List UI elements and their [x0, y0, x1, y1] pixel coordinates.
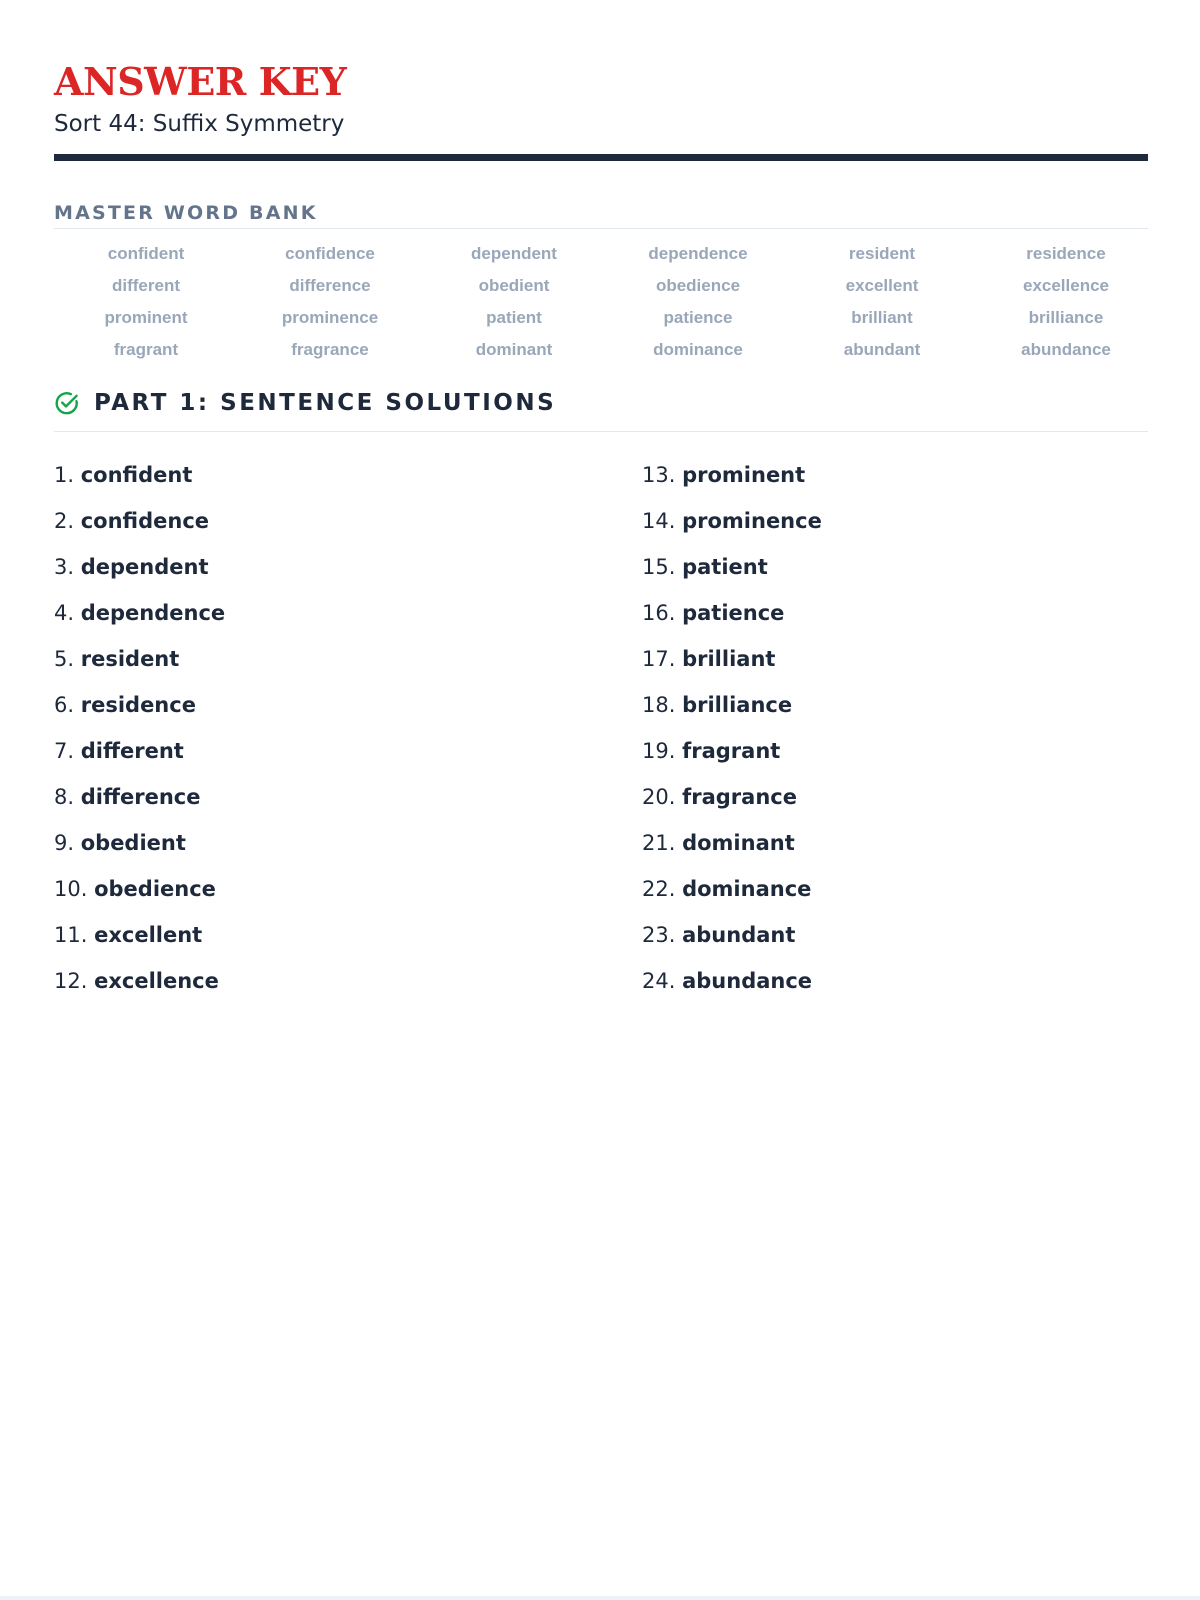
word-bank-word: dependence	[648, 244, 748, 263]
answer-item	[54, 690, 642, 736]
word-bank-word: excellence	[1022, 276, 1109, 295]
word-bank-word: obedient	[478, 276, 550, 295]
answer-word: patience	[682, 601, 785, 625]
answer-number: 21.	[642, 831, 676, 855]
answer-item	[54, 598, 642, 644]
answer-item	[642, 690, 1148, 736]
answer-item	[54, 920, 642, 966]
part1-heading	[54, 390, 556, 416]
word-bank-word: obedience	[655, 276, 741, 295]
word-bank-word: confident	[107, 244, 185, 263]
answer-item	[54, 966, 642, 1012]
answer-word: prominence	[682, 509, 822, 533]
answer-number: 8.	[54, 785, 75, 809]
answer-number: 2.	[54, 509, 75, 533]
answer-number: 10.	[54, 877, 88, 901]
answer-number: 11.	[54, 923, 88, 947]
answer-number: 14.	[642, 509, 676, 533]
answer-item	[642, 874, 1148, 920]
word-bank-word: confidence	[285, 244, 375, 263]
answer-number: 24.	[642, 969, 676, 993]
word-bank-word: brilliance	[1028, 308, 1104, 327]
answer-number: 4.	[54, 601, 75, 625]
word-bank-word: brilliant	[851, 308, 913, 327]
word-bank-word: resident	[848, 244, 916, 263]
answer-word: brilliant	[682, 647, 776, 671]
answer-number: 19.	[642, 739, 676, 763]
word-bank-word: patient	[486, 308, 542, 327]
word-bank-divider	[54, 228, 1148, 229]
answer-number: 6.	[54, 693, 75, 717]
answer-item	[642, 920, 1148, 966]
answer-list	[54, 460, 1148, 1012]
answer-word: patient	[682, 555, 768, 579]
word-bank-grid	[54, 240, 1158, 368]
answer-word: dependent	[80, 555, 209, 579]
answer-word: resident	[80, 647, 180, 671]
word-bank-word: residence	[1026, 244, 1106, 263]
answer-number: 20.	[642, 785, 676, 809]
answer-word: obedience	[94, 877, 216, 901]
answer-item	[54, 736, 642, 782]
answer-item	[642, 598, 1148, 644]
answer-number: 23.	[642, 923, 676, 947]
answer-number: 16.	[642, 601, 676, 625]
answer-item	[642, 828, 1148, 874]
word-bank-word: prominence	[281, 308, 379, 327]
page-title: ANSWER KEY	[54, 59, 347, 104]
answer-word: difference	[80, 785, 201, 809]
word-bank-word: fragrant	[113, 340, 179, 359]
answer-item	[54, 506, 642, 552]
answer-word: residence	[80, 693, 196, 717]
answer-number: 15.	[642, 555, 676, 579]
word-bank-word: different	[112, 276, 180, 295]
word-bank-word: fragrance	[291, 340, 369, 359]
answer-item	[642, 552, 1148, 598]
answer-word: abundant	[682, 923, 796, 947]
answer-item	[642, 460, 1148, 506]
answer-item	[642, 736, 1148, 782]
answer-word: fragrance	[682, 785, 797, 809]
answer-word: dependence	[80, 601, 226, 625]
answer-word: abundance	[682, 969, 813, 993]
answer-word: obedient	[80, 831, 186, 855]
word-bank-word: excellent	[845, 276, 919, 295]
answer-number: 12.	[54, 969, 88, 993]
answer-number: 9.	[54, 831, 75, 855]
word-bank-word: dominance	[653, 340, 743, 359]
answer-item	[54, 552, 642, 598]
answer-item	[642, 782, 1148, 828]
answer-word: different	[80, 739, 184, 763]
answer-word: confidence	[80, 509, 210, 533]
answer-number: 18.	[642, 693, 676, 717]
answer-item	[54, 460, 642, 506]
answer-word: dominance	[682, 877, 812, 901]
answer-number: 17.	[642, 647, 676, 671]
answer-number: 1.	[54, 463, 75, 487]
page-subtitle: Sort 44: Suffix Symmetry	[54, 111, 345, 137]
word-bank-word: dependent	[471, 244, 557, 263]
answer-word: excellent	[94, 923, 203, 947]
answer-word: prominent	[682, 463, 806, 487]
answer-word: confident	[80, 463, 193, 487]
word-bank-word: patience	[663, 308, 733, 327]
page-header	[54, 58, 1148, 139]
answer-item	[54, 828, 642, 874]
word-bank-heading: MASTER WORD BANK	[54, 202, 318, 224]
answer-word: excellence	[94, 969, 219, 993]
answer-word: brilliance	[682, 693, 793, 717]
answer-item	[54, 782, 642, 828]
answer-item	[642, 644, 1148, 690]
check-circle-icon	[54, 390, 80, 416]
word-bank-word: abundant	[843, 340, 921, 359]
part1-divider	[54, 431, 1148, 432]
answer-number: 13.	[642, 463, 676, 487]
answer-word: dominant	[682, 831, 795, 855]
part1-heading-label: PART 1: SENTENCE SOLUTIONS	[94, 390, 557, 416]
answer-item	[642, 506, 1148, 552]
word-bank-word: difference	[289, 276, 371, 295]
answer-item	[54, 874, 642, 920]
answer-number: 22.	[642, 877, 676, 901]
word-bank-word: abundance	[1021, 340, 1111, 359]
word-bank-word: prominent	[104, 308, 188, 327]
answer-number: 5.	[54, 647, 75, 671]
answer-word: fragrant	[682, 739, 781, 763]
header-divider	[54, 154, 1148, 161]
answer-item	[642, 966, 1148, 1012]
answer-number: 3.	[54, 555, 75, 579]
answer-number: 7.	[54, 739, 75, 763]
answer-item	[54, 644, 642, 690]
word-bank-word: dominant	[475, 340, 553, 359]
